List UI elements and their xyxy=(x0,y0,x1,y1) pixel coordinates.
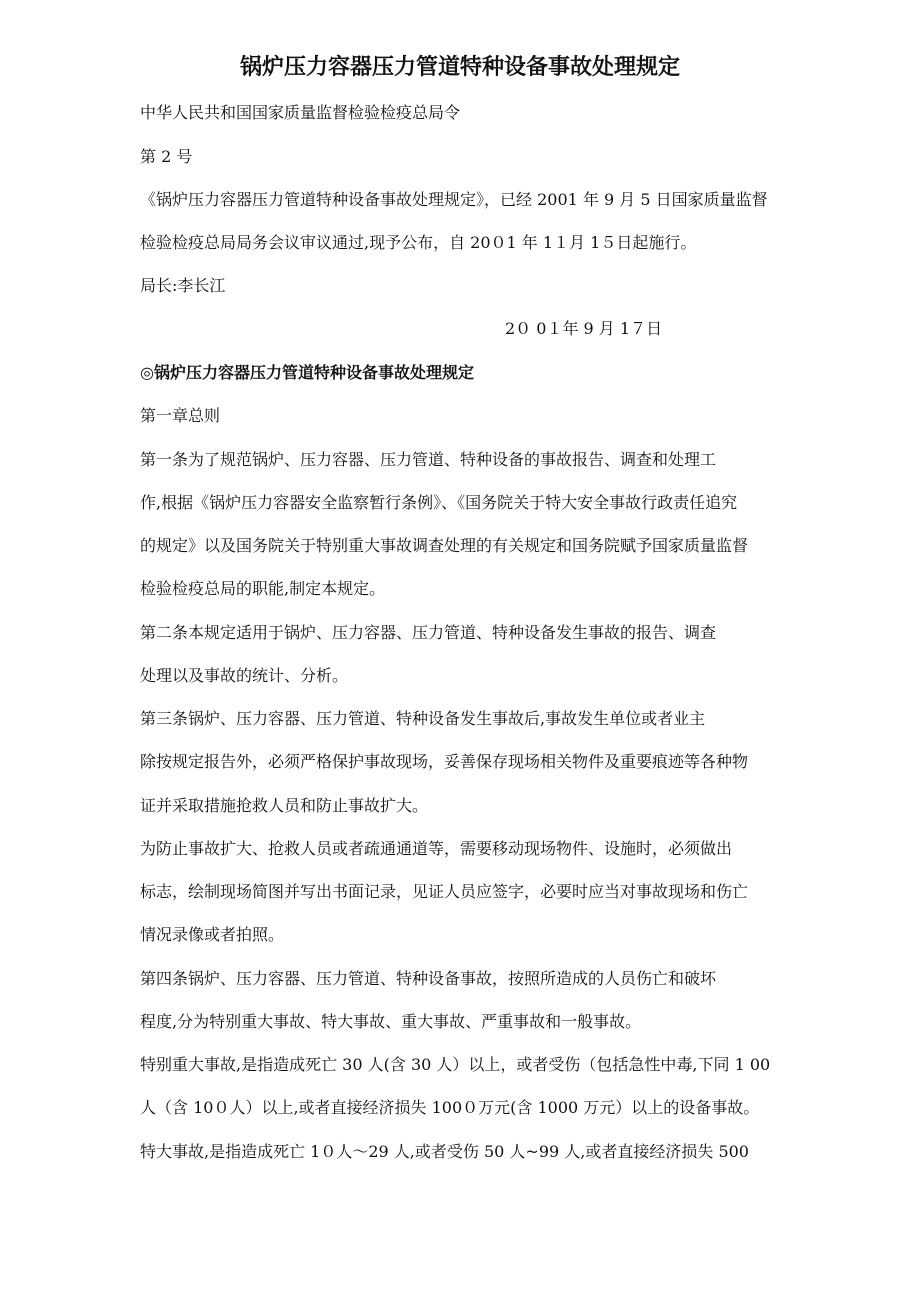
special-accident-line: 特别重大事故,是指造成死亡 30 人(含 30 人）以上，或者受伤（包括急性中毒,下同 1 00 xyxy=(140,1055,771,1074)
order-number: 第 2 号 xyxy=(140,147,193,166)
article-1-line: 检验检疫总局的职能,制定本规定。 xyxy=(140,579,386,598)
issue-date: 2０ 0１年 9 月 1７日 xyxy=(505,319,663,338)
article-4-line: 程度,分为特别重大事故、特大事故、重大事故、严重事故和一般事故。 xyxy=(140,1012,642,1031)
article-3-line: 除按规定报告外，必须严格保护事故现场，妥善保存现场相关物件及重要痕迹等各种物 xyxy=(140,752,749,771)
protect-paragraph-line: 情况录像或者拍照。 xyxy=(140,925,285,944)
section-heading: ◎锅炉压力容器压力管道特种设备事故处理规定 xyxy=(140,363,474,382)
protect-paragraph-line: 标志，绘制现场简图并写出书面记录，见证人员应签字，必要时应当对事故现场和伤亡 xyxy=(140,882,749,901)
article-1-line: 的规定》以及国务院关于特别重大事故调查处理的有关规定和国务院赋予国家质量监督 xyxy=(140,536,749,555)
special-accident-line: 人（含 10０人）以上,或者直接经济损失 100０万元(含 1000 万元）以上的设备事故。 xyxy=(140,1098,760,1117)
signatory: 局长:李长江 xyxy=(140,276,226,295)
article-3-line: 证并采取措施抢救人员和防止事故扩大。 xyxy=(140,796,429,815)
article-2-line: 第二条本规定适用于锅炉、压力容器、压力管道、特种设备发生事故的报告、调查 xyxy=(140,623,717,642)
announcement-line: 检验检疫总局局务会议审议通过,现予公布，自 20０1 年 1１月 1５日起施行。 xyxy=(140,233,697,252)
issuer-line: 中华人民共和国国家质量监督检验检疫总局令 xyxy=(140,103,461,122)
article-4-line: 第四条锅炉、压力容器、压力管道、特种设备事故，按照所造成的人员伤亡和破坏 xyxy=(140,969,717,988)
major-accident-line: 特大事故,是指造成死亡 1０人～29 人,或者受伤 50 人~99 人,或者直接经济损失 500 xyxy=(140,1142,749,1161)
article-3-line: 第三条锅炉、压力容器、压力管道、特种设备发生事故后,事故发生单位或者业主 xyxy=(140,709,706,728)
article-1-line: 作,根据《锅炉压力容器安全监察暂行条例》、《国务院关于特大安全事故行政责任追究 xyxy=(140,493,738,512)
article-1-line: 第一条为了规范锅炉、压力容器、压力管道、特种设备的事故报告、调查和处理工 xyxy=(140,450,717,469)
chapter-heading: 第一章总则 xyxy=(140,406,221,425)
article-2-line: 处理以及事故的统计、分析。 xyxy=(140,666,349,685)
document-title: 锅炉压力容器压力管道特种设备事故处理规定 xyxy=(239,54,680,80)
protect-paragraph-line: 为防止事故扩大、抢救人员或者疏通通道等，需要移动现场物件、设施时，必须做出 xyxy=(140,839,733,858)
announcement-line: 《锅炉压力容器压力管道特种设备事故处理规定》，已经 2001 年 9 月 5 日国家质量监督 xyxy=(140,190,768,209)
